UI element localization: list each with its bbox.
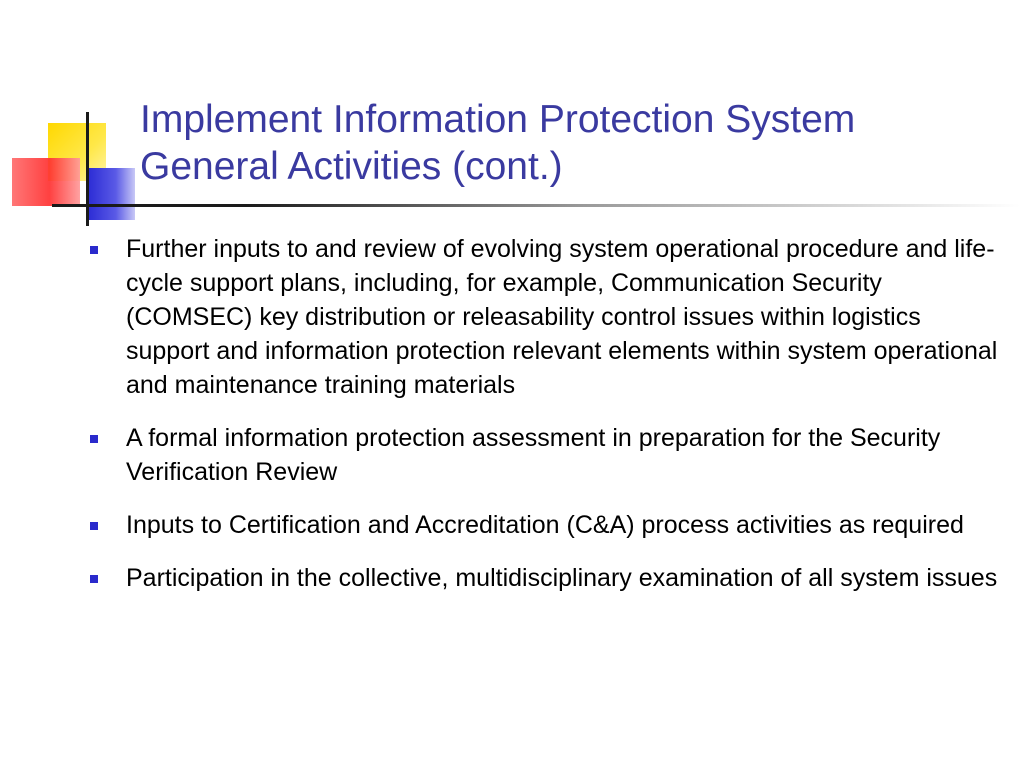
- title-line-2: General Activities (cont.): [140, 145, 563, 188]
- bullet-square-icon: [90, 246, 98, 254]
- bullet-square-icon: [90, 522, 98, 530]
- bullet-item: [88, 508, 1008, 542]
- logo-blue-square: [87, 168, 135, 220]
- bullet-square-icon: [90, 435, 98, 443]
- logo-red-bar: [12, 158, 80, 206]
- title-line-1: Implement Information Protection System: [140, 98, 856, 141]
- bullet-list: [88, 232, 1008, 614]
- bullet-text: Participation in the collective, multidisciplinary examination of all system issues: [126, 564, 998, 592]
- bullet-item: [88, 421, 1008, 489]
- title-underline: [52, 204, 1020, 207]
- bullet-text: A formal information protection assessment in preparation for the Security Verification Review: [126, 424, 941, 486]
- bullet-square-icon: [90, 575, 98, 583]
- bullet-item: [88, 232, 1008, 402]
- bullet-text: Further inputs to and review of evolving system operational procedure and life-cycle support plans, including, for example, Communication Security (COMSEC) key distribution or releasability control issues within logistics support and information protection relevant elements within system operational and maintenance training materials: [126, 235, 998, 399]
- logo-vertical-line: [86, 112, 89, 226]
- bullet-text: Inputs to Certification and Accreditation (C&A) process activities as required: [126, 511, 964, 539]
- slide-title: [140, 96, 1010, 190]
- bullet-item: [88, 561, 1008, 595]
